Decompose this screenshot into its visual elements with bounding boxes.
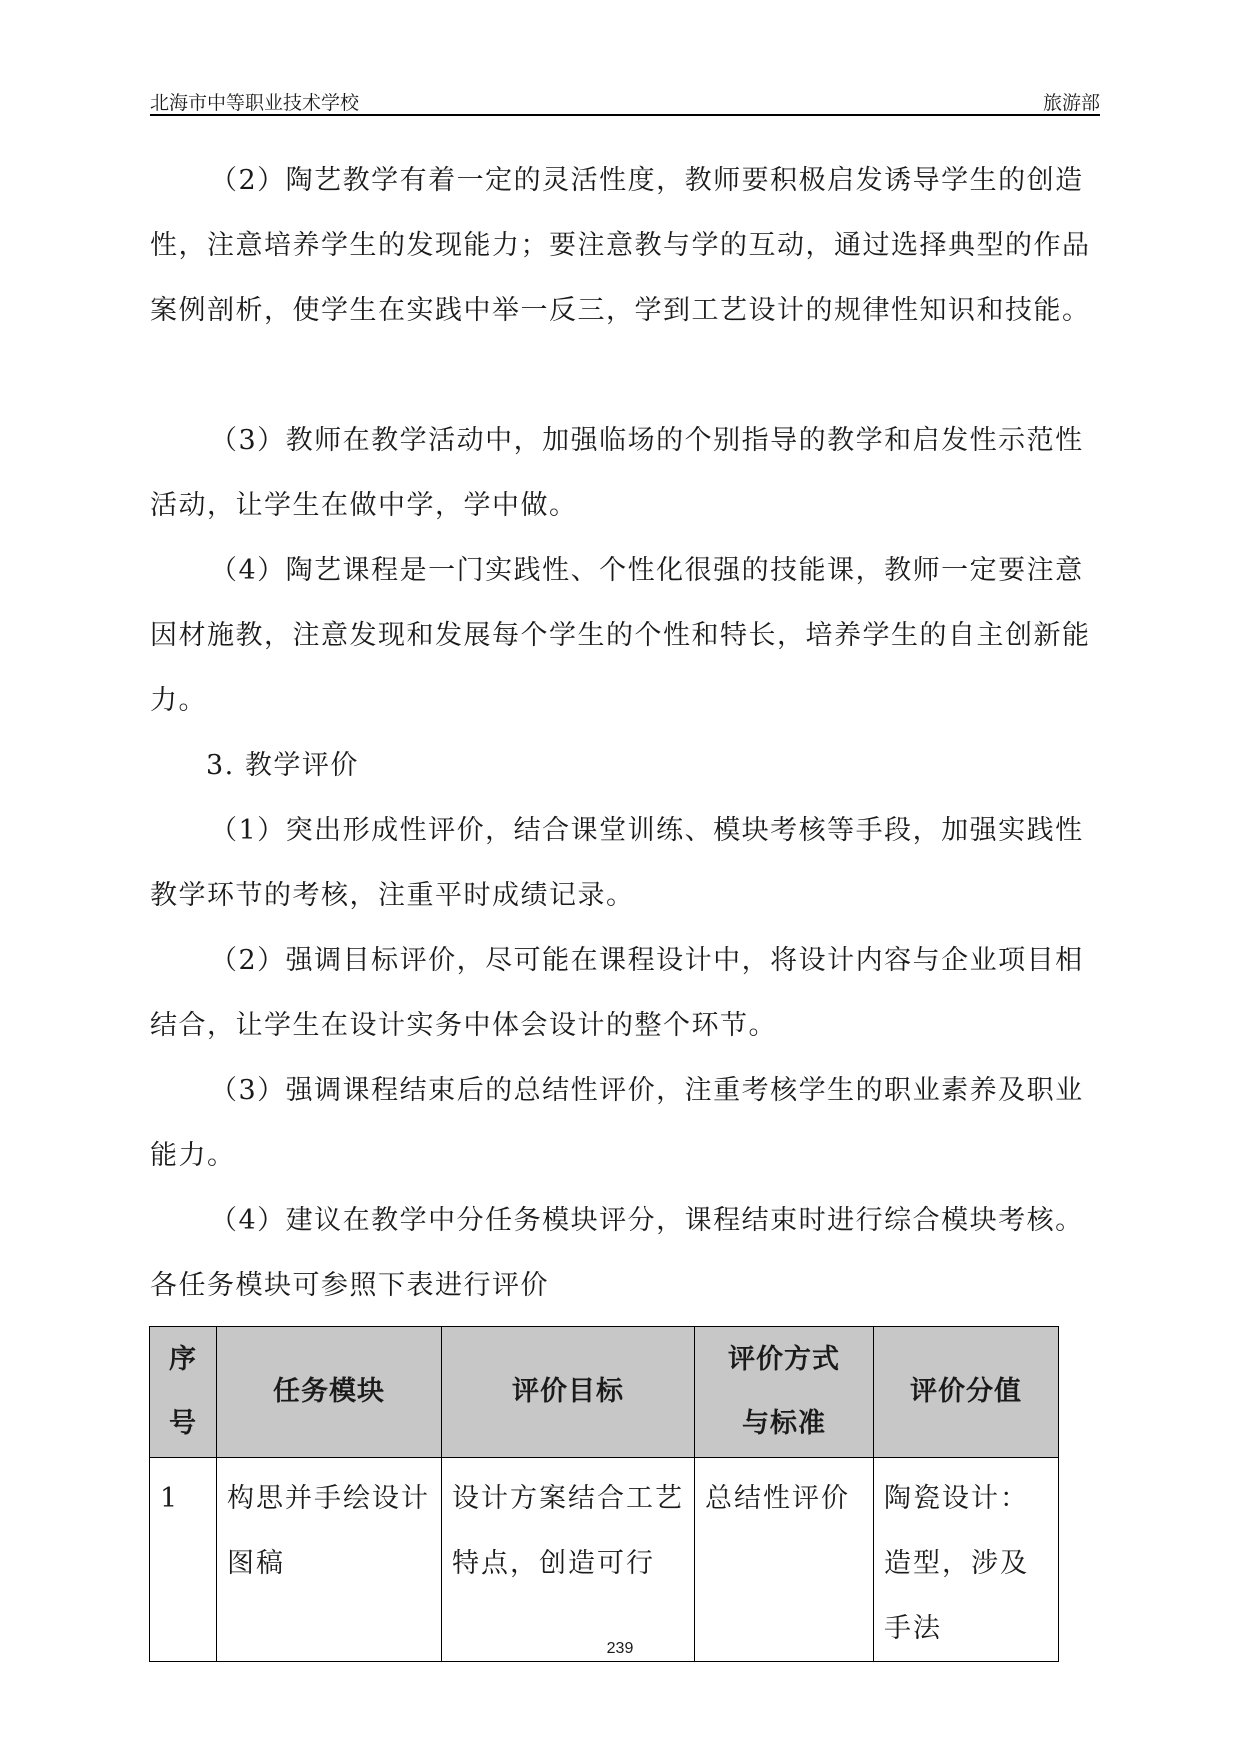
paragraph-teaching-flexibility: （2）陶艺教学有着一定的灵活性度，教师要积极启发诱导学生的创造性，注意培养学生的发现能力；要注意教与学的互动，通过选择典型的作品案例剖析，使学生在实践中举一反三，学到工艺设计的规律性知识和技能。 [150, 165, 1091, 326]
header-department: 旅游部 [1042, 92, 1100, 114]
table-cell-serial: 1 [150, 1458, 217, 1662]
page-header [150, 86, 1100, 116]
paragraph-individualized-teaching: （4）陶艺课程是一门实践性、个性化很强的技能课，教师一定要注意因材施教，注意发现和发展每个学生的个性和特长，培养学生的自主创新能力。 [150, 555, 1091, 716]
table-header-row [150, 1327, 1059, 1458]
paragraph-teacher-guidance: （3）教师在教学活动中，加强临场的个别指导的教学和启发性示范性活动，让学生在做中学，学中做。 [150, 425, 1084, 521]
paragraph-module-scoring: （4）建议在教学中分任务模块评分，课程结束时进行综合模块考核。各任务模块可参照下表进行评价 [150, 1205, 1084, 1301]
header-cell-evaluation-method: 评价方式与标准 [695, 1327, 874, 1458]
header-cell-task-module: 任务模块 [217, 1327, 442, 1458]
table-cell-task-module: 构思并手绘设计图稿 [217, 1458, 442, 1662]
table-cell-evaluation-method: 总结性评价 [695, 1458, 874, 1662]
paragraph-formative-evaluation: （1）突出形成性评价，结合课堂训练、模块考核等手段，加强实践性教学环节的考核，注重平时成绩记录。 [150, 815, 1084, 911]
evaluation-table [149, 1326, 1059, 1662]
table-cell-evaluation-goal: 设计方案结合工艺特点，创造可行 [442, 1458, 695, 1662]
paragraph-goal-evaluation: （2）强调目标评价，尽可能在课程设计中，将设计内容与企业项目相结合，让学生在设计实务中体会设计的整个环节。 [150, 945, 1084, 1041]
header-school-name: 北海市中等职业技术学校 [150, 92, 360, 114]
paragraph-summative-evaluation: （3）强调课程结束后的总结性评价，注重考核学生的职业素养及职业能力。 [150, 1075, 1084, 1171]
table-row [150, 1458, 1059, 1662]
page-number: 239 [606, 1640, 634, 1657]
header-cell-serial: 序号 [150, 1327, 217, 1458]
section-heading-teaching-evaluation: 3. 教学评价 [206, 750, 359, 781]
table-cell-evaluation-score: 陶瓷设计：造型，涉及手法 [874, 1458, 1059, 1662]
header-cell-evaluation-goal: 评价目标 [442, 1327, 695, 1458]
header-cell-evaluation-score: 评价分值 [874, 1327, 1059, 1458]
